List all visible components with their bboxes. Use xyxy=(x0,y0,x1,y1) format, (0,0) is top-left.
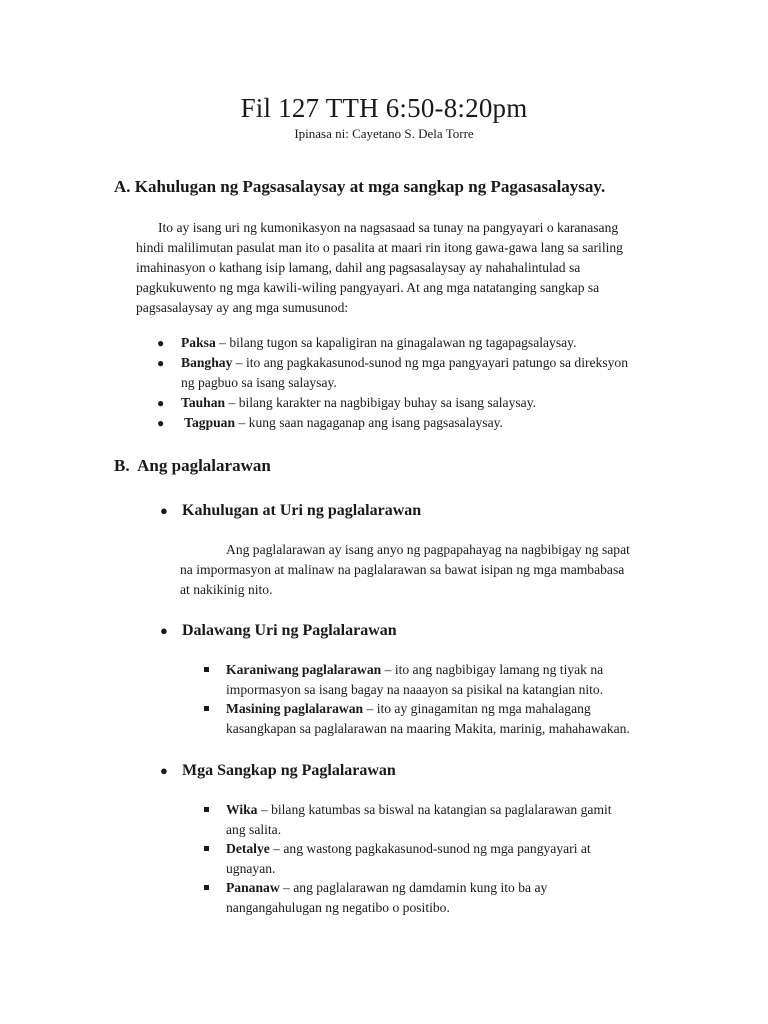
item-text: kasangkapan sa paglalarawan na maaring Makita, marinig, mahahawakan. xyxy=(226,720,630,736)
item-text: – bilang katumbas sa biswal na katangian sa paglalarawan gamit xyxy=(257,802,612,817)
paragraph-line: na impormasyon at malinaw na paglalarawan sa bawat isipan ng mga mambabasa xyxy=(180,562,625,577)
item-term: Banghay xyxy=(181,355,233,370)
list-item xyxy=(202,800,702,839)
item-term: Karaniwang paglalarawan xyxy=(226,662,382,677)
item-term: Tagpuan xyxy=(181,415,236,430)
item-text: – ito ang pagkakasunod-sunod ng mga pangyayari patungo sa direksyon xyxy=(232,355,629,370)
paragraph-line: pagkukuwento ng mga kawili-wiling pangyayari. At ang mga natatanging sangkap sa xyxy=(136,280,600,295)
list-item xyxy=(202,839,702,878)
list-item xyxy=(202,878,702,917)
item-term: Masining paglalarawan xyxy=(226,701,364,716)
list-item xyxy=(157,333,697,353)
square-bullet-icon xyxy=(204,807,209,812)
item-term: Wika xyxy=(226,802,258,817)
item-text: ang salita. xyxy=(226,821,282,837)
item-text: – ito ang nagbibigay lamang ng tiyak na xyxy=(381,662,604,677)
bullet-icon: ● xyxy=(157,416,165,430)
paragraph-line: hindi malilimutan pasulat man ito o pasalita at maari rin itong gawa-gawa lang sa sariling xyxy=(136,240,623,255)
section-a-heading: A. Kahulugan ng Pagsasalaysay at mga sangkap ng Pagasasalaysay. xyxy=(114,177,606,196)
square-bullet-icon xyxy=(204,846,209,851)
sub-heading-dalawang-uri xyxy=(160,620,397,642)
bullet-icon: ● xyxy=(157,336,165,350)
square-bullet-icon xyxy=(204,667,209,672)
paragraph-line: Ang paglalarawan ay isang anyo ng pagpapahayag na nagbibigay ng sapat xyxy=(226,542,630,557)
sub-heading-text: Mga Sangkap ng Paglalarawan xyxy=(182,762,396,779)
bullet-icon: ● xyxy=(160,623,168,638)
item-text: – ang wastong pagkakasunod-sunod ng mga pangyayari at xyxy=(269,841,591,856)
section-b-heading: B. Ang paglalarawan xyxy=(114,456,271,475)
item-term: Detalye xyxy=(226,841,270,856)
bullet-icon: ● xyxy=(160,763,168,778)
paragraph-line: Ito ay isang uri ng kumonikasyon na nagsasaad sa tunay na pangyayari o karanasang xyxy=(158,220,619,235)
item-term: Paksa xyxy=(181,335,216,350)
sub2-list xyxy=(202,660,702,738)
sub-heading-kahulugan xyxy=(160,500,421,522)
item-text: – bilang karakter na nagbibigay buhay sa isang salaysay. xyxy=(225,395,537,410)
bullet-icon: ● xyxy=(157,396,165,410)
item-text: – kung saan nagaganap ang isang pagsasalaysay. xyxy=(235,415,503,430)
list-item xyxy=(202,660,702,699)
item-text: – ang paglalarawan ng damdamin kung ito ba ay xyxy=(279,880,548,895)
section-a-list xyxy=(157,333,697,433)
bullet-icon: ● xyxy=(160,503,168,518)
sub-heading-text: Dalawang Uri ng Paglalarawan xyxy=(182,622,397,639)
list-item xyxy=(157,413,697,433)
item-text: – bilang tugon sa kapaligiran na ginagalawan ng tagapagsalaysay. xyxy=(215,335,577,350)
sub3-list xyxy=(202,800,702,917)
list-item xyxy=(202,699,702,738)
item-text: nangangahulugan ng negatibo o positibo. xyxy=(226,899,450,915)
bullet-icon: ● xyxy=(157,356,165,370)
sub-heading-mga-sangkap xyxy=(160,760,396,782)
item-text: ugnayan. xyxy=(226,860,276,876)
sub1-paragraph xyxy=(180,540,700,600)
paragraph-line: at nakikinig nito. xyxy=(180,582,273,597)
section-a-paragraph xyxy=(136,218,676,318)
square-bullet-icon xyxy=(204,885,209,890)
item-term: Pananaw xyxy=(226,880,280,895)
document-title: Fil 127 TTH 6:50-8:20pm xyxy=(240,93,528,123)
sub-heading-text: Kahulugan at Uri ng paglalarawan xyxy=(182,502,422,519)
square-bullet-icon xyxy=(204,706,209,711)
item-text: ng pagbuo sa isang salaysay. xyxy=(181,375,337,390)
paragraph-line: imahinasyon o kathang isip lamang, dahil ang pagsasalaysay ay nahahalintulad sa xyxy=(136,260,581,275)
item-text: – ito ay ginagamitan ng mga mahalagang xyxy=(363,701,591,716)
document-subtitle: Ipinasa ni: Cayetano S. Dela Torre xyxy=(294,126,474,141)
item-text: impormasyon sa isang bagay na naaayon sa pisikal na katangian nito. xyxy=(226,681,604,697)
list-item xyxy=(157,393,697,413)
item-term: Tauhan xyxy=(181,395,226,410)
paragraph-line: pagsasalaysay ay ang mga sumusunod: xyxy=(136,300,349,315)
list-item xyxy=(157,353,697,393)
